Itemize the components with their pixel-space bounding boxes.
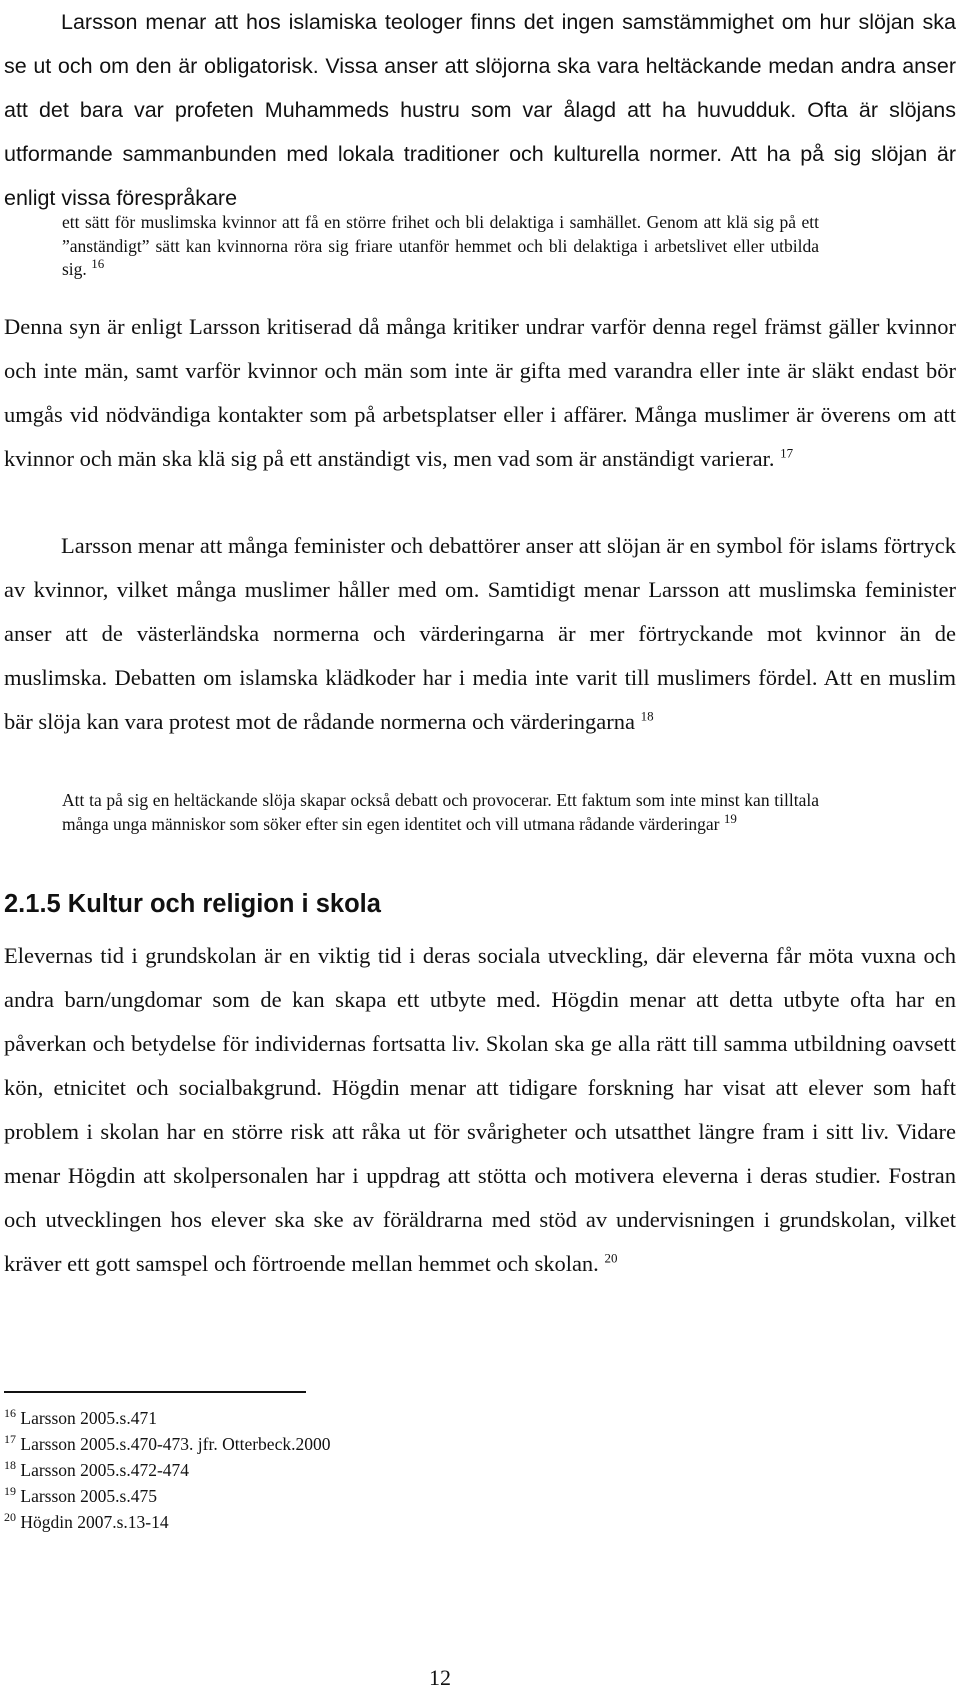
paragraph-2-text: Denna syn är enligt Larsson kritiserad då många kritiker undrar varför denna regel främst gäller kvinnor och inte män, samt varför kvinnor och män som inte är gifta med varandra eller inte är släkt endast bör umgås vid nödvändiga kontakter som på arbetsplatser eller i affärer. Många muslimer är överens om att kvinnor och män ska klä sig på ett anständigt vis, men vad som är anständigt varierar. — [4, 314, 956, 471]
footnote-text: Larsson 2005.s.475 — [20, 1486, 157, 1506]
footnote-item — [4, 1431, 330, 1457]
page-number: 12 — [429, 1665, 451, 1690]
footnote-item — [4, 1483, 330, 1509]
footnote-ref-17: 17 — [780, 445, 794, 461]
paragraph-2 — [0, 305, 960, 481]
footnote-item — [4, 1405, 330, 1431]
paragraph-3 — [0, 524, 960, 744]
footnote-text: Larsson 2005.s.470-473. jfr. Otterbeck.2000 — [20, 1434, 331, 1454]
footnotes-list — [4, 1405, 330, 1535]
block-quote-1 — [62, 211, 819, 282]
footnote-number: 17 — [4, 1432, 16, 1447]
block-quote-2-text: Att ta på sig en heltäckande slöja skapar också debatt och provocerar. Ett faktum som inte minst kan tilltala många unga människor som söker efter sin egen identitet och vill utmana rådande värderingar — [62, 790, 819, 834]
footnote-number: 19 — [4, 1484, 16, 1499]
footnote-text: Högdin 2007.s.13-14 — [20, 1512, 169, 1532]
paragraph-3-text: Larsson menar att många feminister och debattörer anser att slöjan är en symbol för islams förtryck av kvinnor, vilket många muslimer håller med om. Samtidigt menar Larsson att muslimska feminister anser att de västerländska normerna och värderingarna är mer förtryckande mot kvinnor än de muslimska. Debatten om islamska klädkoder har i media inte varit till muslimers fördel. Att en muslim bär slöja kan vara protest mot de rådande normerna och värderingarna — [4, 533, 956, 734]
footnote-item — [4, 1509, 330, 1535]
footnote-number: 16 — [4, 1406, 16, 1421]
footnote-ref-18: 18 — [640, 708, 654, 724]
block-quote-2 — [62, 789, 819, 836]
footnote-divider — [4, 1391, 306, 1393]
paragraph-1 — [0, 0, 960, 220]
footnote-ref-20: 20 — [604, 1250, 618, 1266]
paragraph-4 — [0, 934, 960, 1286]
footnote-number: 18 — [4, 1458, 16, 1473]
section-heading: 2.1.5 Kultur och religion i skola — [4, 890, 381, 918]
paragraph-1-text: Larsson menar att hos islamiska teologer finns det ingen samstämmighet om hur slöjan ska se ut och om den är obligatorisk. Vissa anser att slöjorna ska vara heltäckande medan andra anser att det bara var profeten Muhammeds hustru som var ålagd att ha huvudduk. Ofta är slöjans utformande sammanbunden med lokala traditioner och kulturella normer. Att ha på sig slöjan är enligt vissa förespråkare — [4, 10, 956, 210]
footnote-number: 20 — [4, 1510, 16, 1525]
footnote-ref-19: 19 — [723, 810, 737, 826]
paragraph-4-text: Elevernas tid i grundskolan är en viktig tid i deras sociala utveckling, där eleverna får möta vuxna och andra barn/ungdomar som de kan skapa ett utbyte med. Högdin menar att detta utbyte ofta har en påverkan och betydelse för individernas fortsatta liv. Skolan ska ge alla rätt till samma utbildning oavsett kön, etnicitet och socialbakgrund. Högdin menar att tidigare forskning har visat att elever som haft problem i skolan har en större risk att råka ut för svårigheter och utsatthet längre fram i sitt liv. Vidare menar Högdin att skolpersonalen har i uppdrag att stötta och motivera eleverna i deras studier. Fostran och utvecklingen hos elever ska ske av föräldrarna med stöd av undervisningen i grundskolan, vilket kräver ett gott samspel och förtroende mellan hemmet och skolan. — [4, 943, 956, 1276]
footnote-item — [4, 1457, 330, 1483]
footnote-ref-16: 16 — [91, 256, 105, 272]
block-quote-1-text: ett sätt för muslimska kvinnor att få en större frihet och bli delaktiga i samhället. Genom att klä sig på ett ”anständigt” sätt kan kvinnorna röra sig friare utanför hemmet och bli delaktiga i arbetslivet eller utbilda sig. — [62, 212, 819, 279]
footnote-text: Larsson 2005.s.472-474 — [20, 1460, 190, 1480]
footnote-text: Larsson 2005.s.471 — [20, 1408, 157, 1428]
